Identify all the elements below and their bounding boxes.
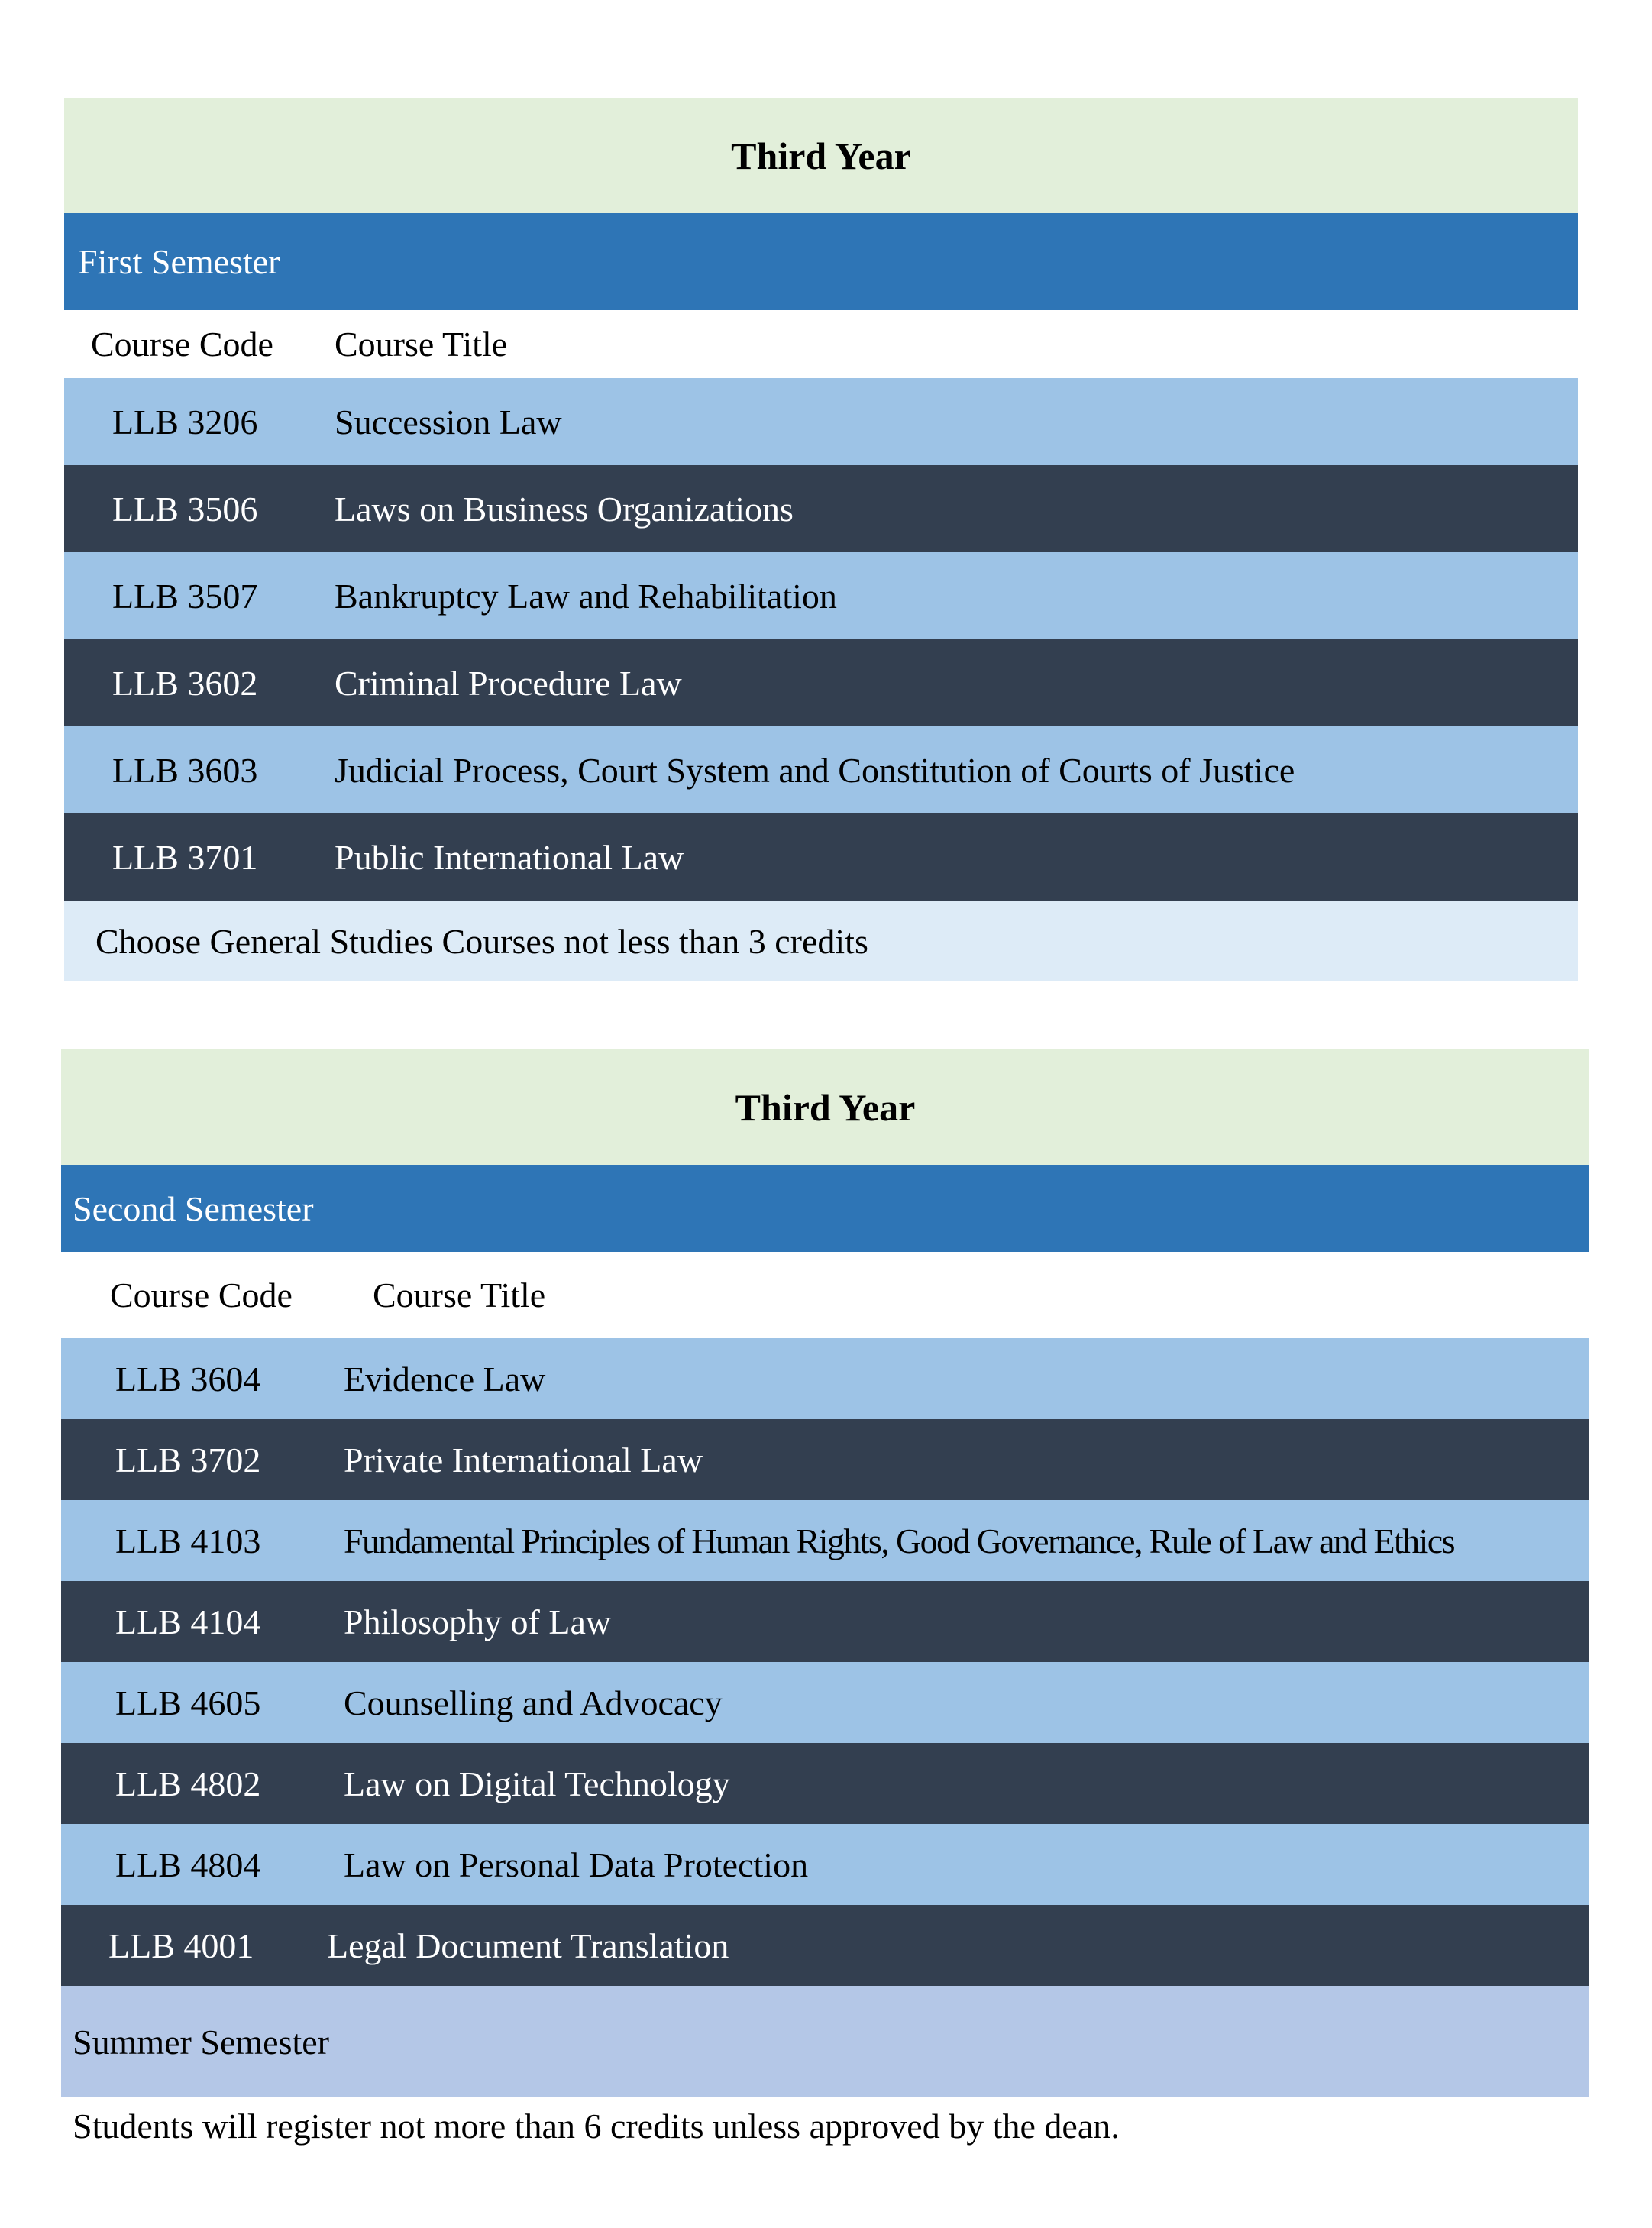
table-row (64, 552, 1578, 639)
semester-label: Second Semester (73, 1188, 314, 1228)
course-title: Judicial Process, Court System and Constitution of Courts of Justice (335, 750, 1295, 790)
course-code: LLB 3506 (112, 489, 258, 529)
table-row (61, 1338, 1589, 1419)
semester-row (64, 213, 1578, 310)
course-title: Evidence Law (344, 1359, 546, 1399)
summer-semester-label: Summer Semester (73, 2022, 329, 2061)
table-row (61, 1500, 1589, 1581)
table-row (61, 1419, 1589, 1500)
table-row (61, 1662, 1589, 1743)
course-code: LLB 3701 (112, 837, 258, 877)
course-code: LLB 3507 (112, 576, 258, 616)
course-code: LLB 3206 (112, 402, 258, 441)
course-code: LLB 4104 (115, 1602, 261, 1641)
column-header-row (61, 1252, 1589, 1338)
table-row (64, 813, 1578, 901)
header-course-title: Course Title (373, 1276, 546, 1314)
course-title: Private International Law (344, 1440, 703, 1479)
table-row (61, 1581, 1589, 1662)
course-code: LLB 4605 (115, 1683, 261, 1722)
table-row (61, 1743, 1589, 1824)
course-code: LLB 4802 (115, 1764, 261, 1803)
year-title: Third Year (735, 1085, 916, 1129)
course-title: Public International Law (335, 837, 684, 877)
course-title: Fundamental Principles of Human Rights, Good Governance, Rule of Law and Ethics (344, 1521, 1454, 1560)
column-header-row (64, 310, 1578, 378)
course-code: LLB 3603 (112, 750, 258, 790)
first-semester-table (64, 98, 1578, 981)
course-code: LLB 3602 (112, 663, 258, 703)
summer-semester-row (61, 1986, 1589, 2097)
general-studies-note: Choose General Studies Courses not less than 3 credits (95, 921, 868, 961)
table-row (61, 1905, 1589, 1986)
course-title: Philosophy of Law (344, 1602, 612, 1641)
table-row (64, 378, 1578, 465)
course-title: Laws on Business Organizations (335, 489, 794, 529)
table-row (64, 639, 1578, 726)
header-course-code: Course Code (110, 1276, 293, 1314)
course-title: Succession Law (335, 402, 562, 441)
year-title-row (61, 1049, 1589, 1165)
year-title: Third Year (731, 134, 911, 177)
course-title: Law on Personal Data Protection (344, 1845, 809, 1884)
header-course-code: Course Code (91, 325, 273, 364)
course-code: LLB 4804 (115, 1845, 261, 1884)
course-code: LLB 3604 (115, 1359, 261, 1399)
course-title: Legal Document Translation (327, 1926, 729, 1965)
table-row (64, 465, 1578, 552)
course-title: Criminal Procedure Law (335, 663, 682, 703)
header-course-title: Course Title (335, 325, 508, 364)
year-title-row (64, 98, 1578, 213)
course-title: Law on Digital Technology (344, 1764, 730, 1803)
second-semester-table (61, 1049, 1589, 2097)
general-studies-note-row (64, 901, 1578, 981)
table-row (64, 726, 1578, 813)
course-code: LLB 4001 (108, 1926, 254, 1965)
course-title: Counselling and Advocacy (344, 1683, 723, 1722)
semester-label: First Semester (78, 242, 280, 281)
semester-row (61, 1165, 1589, 1252)
course-title: Bankruptcy Law and Rehabilitation (335, 576, 837, 616)
credit-limit-note: Students will register not more than 6 credits unless approved by the dean. (73, 2107, 1120, 2146)
course-code: LLB 4103 (115, 1521, 261, 1560)
table-row (61, 1824, 1589, 1905)
course-code: LLB 3702 (115, 1440, 261, 1479)
